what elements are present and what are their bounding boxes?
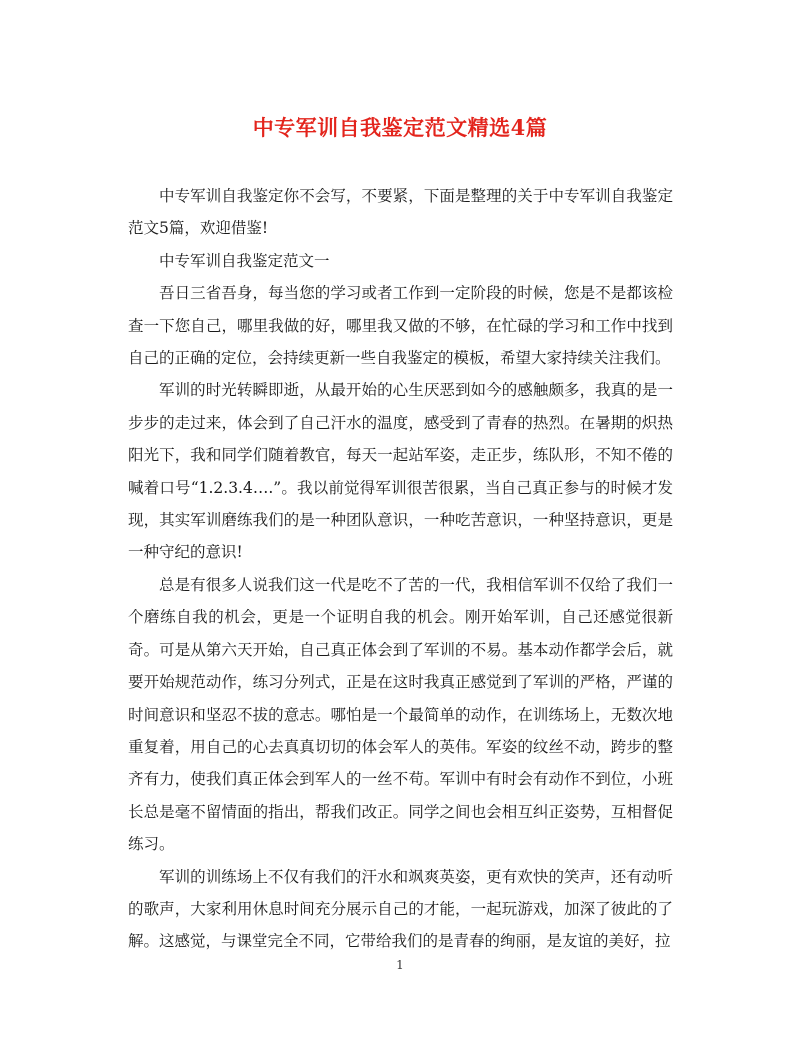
paragraph: 总是有很多人说我们这一代是吃不了苦的一代，我相信军训不仅给了我们一个磨练自我的机会，更是一个证明自我的机会。刚开始军训，自己还感觉很新奇。可是从第六天开始，自己真正体会到了军训的不易。基本动作都学会后，就要开始规范动作，练习分列式，正是在这时我真正感觉到了军训的严格，严谨的时间意识和坚忍不拔的意志。哪怕是一个最简单的动作，在训练场上，无数次地重复着，用自己的心去真真切切的体会军人的英伟。军姿的纹丝不动，跨步的整齐有力，使我们真正体会到军人的一丝不苟。军训中有时会有动作不到位，小班长总是毫不留情面的指出，帮我们改正。同学之间也会相互纠正姿势，互相督促练习。 (128, 575, 673, 854)
paragraph: 军训的训练场上不仅有我们的汗水和飒爽英姿，更有欢快的笑声，还有动听的歌声，大家利用休息时间充分展示自己的才能，一起玩游戏，加深了彼此的了解。这感觉，与课堂完全不同，它带给我们的是青春的绚丽，是友谊的美好，拉 (128, 867, 673, 951)
paragraph-intro: 中专军训自我鉴定你不会写，不要紧，下面是整理的关于中专军训自我鉴定范文5篇，欢迎借鉴! (128, 187, 673, 238)
paragraph: 军训的时光转瞬即逝，从最开始的心生厌恶到如今的感触颇多，我真的是一步步的走过来，体会到了自己汗水的温度，感受到了青春的热烈。在暑期的炽热阳光下，我和同学们随着教官，每天一起站军姿，走正步，练队形，不知不倦的喊着口号“1.2.3.4….”。我以前觉得军训很苦很累，当自己真正参与的时候才发现，其实军训磨练我们的是一种团队意识，一种吃苦意识，一种坚持意识，更是一种守纪的意识! (128, 381, 673, 562)
document-title: 中专军训自我鉴定范文精选4篇 (252, 115, 548, 140)
document-body (128, 180, 673, 958)
page-number: 1 (396, 958, 404, 972)
paragraph: 吾日三省吾身，每当您的学习或者工作到一定阶段的时候，您是不是都该检查一下您自己，哪里我做的好，哪里我又做的不够，在忙碌的学习和工作中找到自己的正确的定位，会持续更新一些自我鉴定的模板，希望大家持续关注我们。 (128, 284, 673, 368)
section-heading-sample-one: 中专军训自我鉴定范文一 (159, 251, 330, 270)
